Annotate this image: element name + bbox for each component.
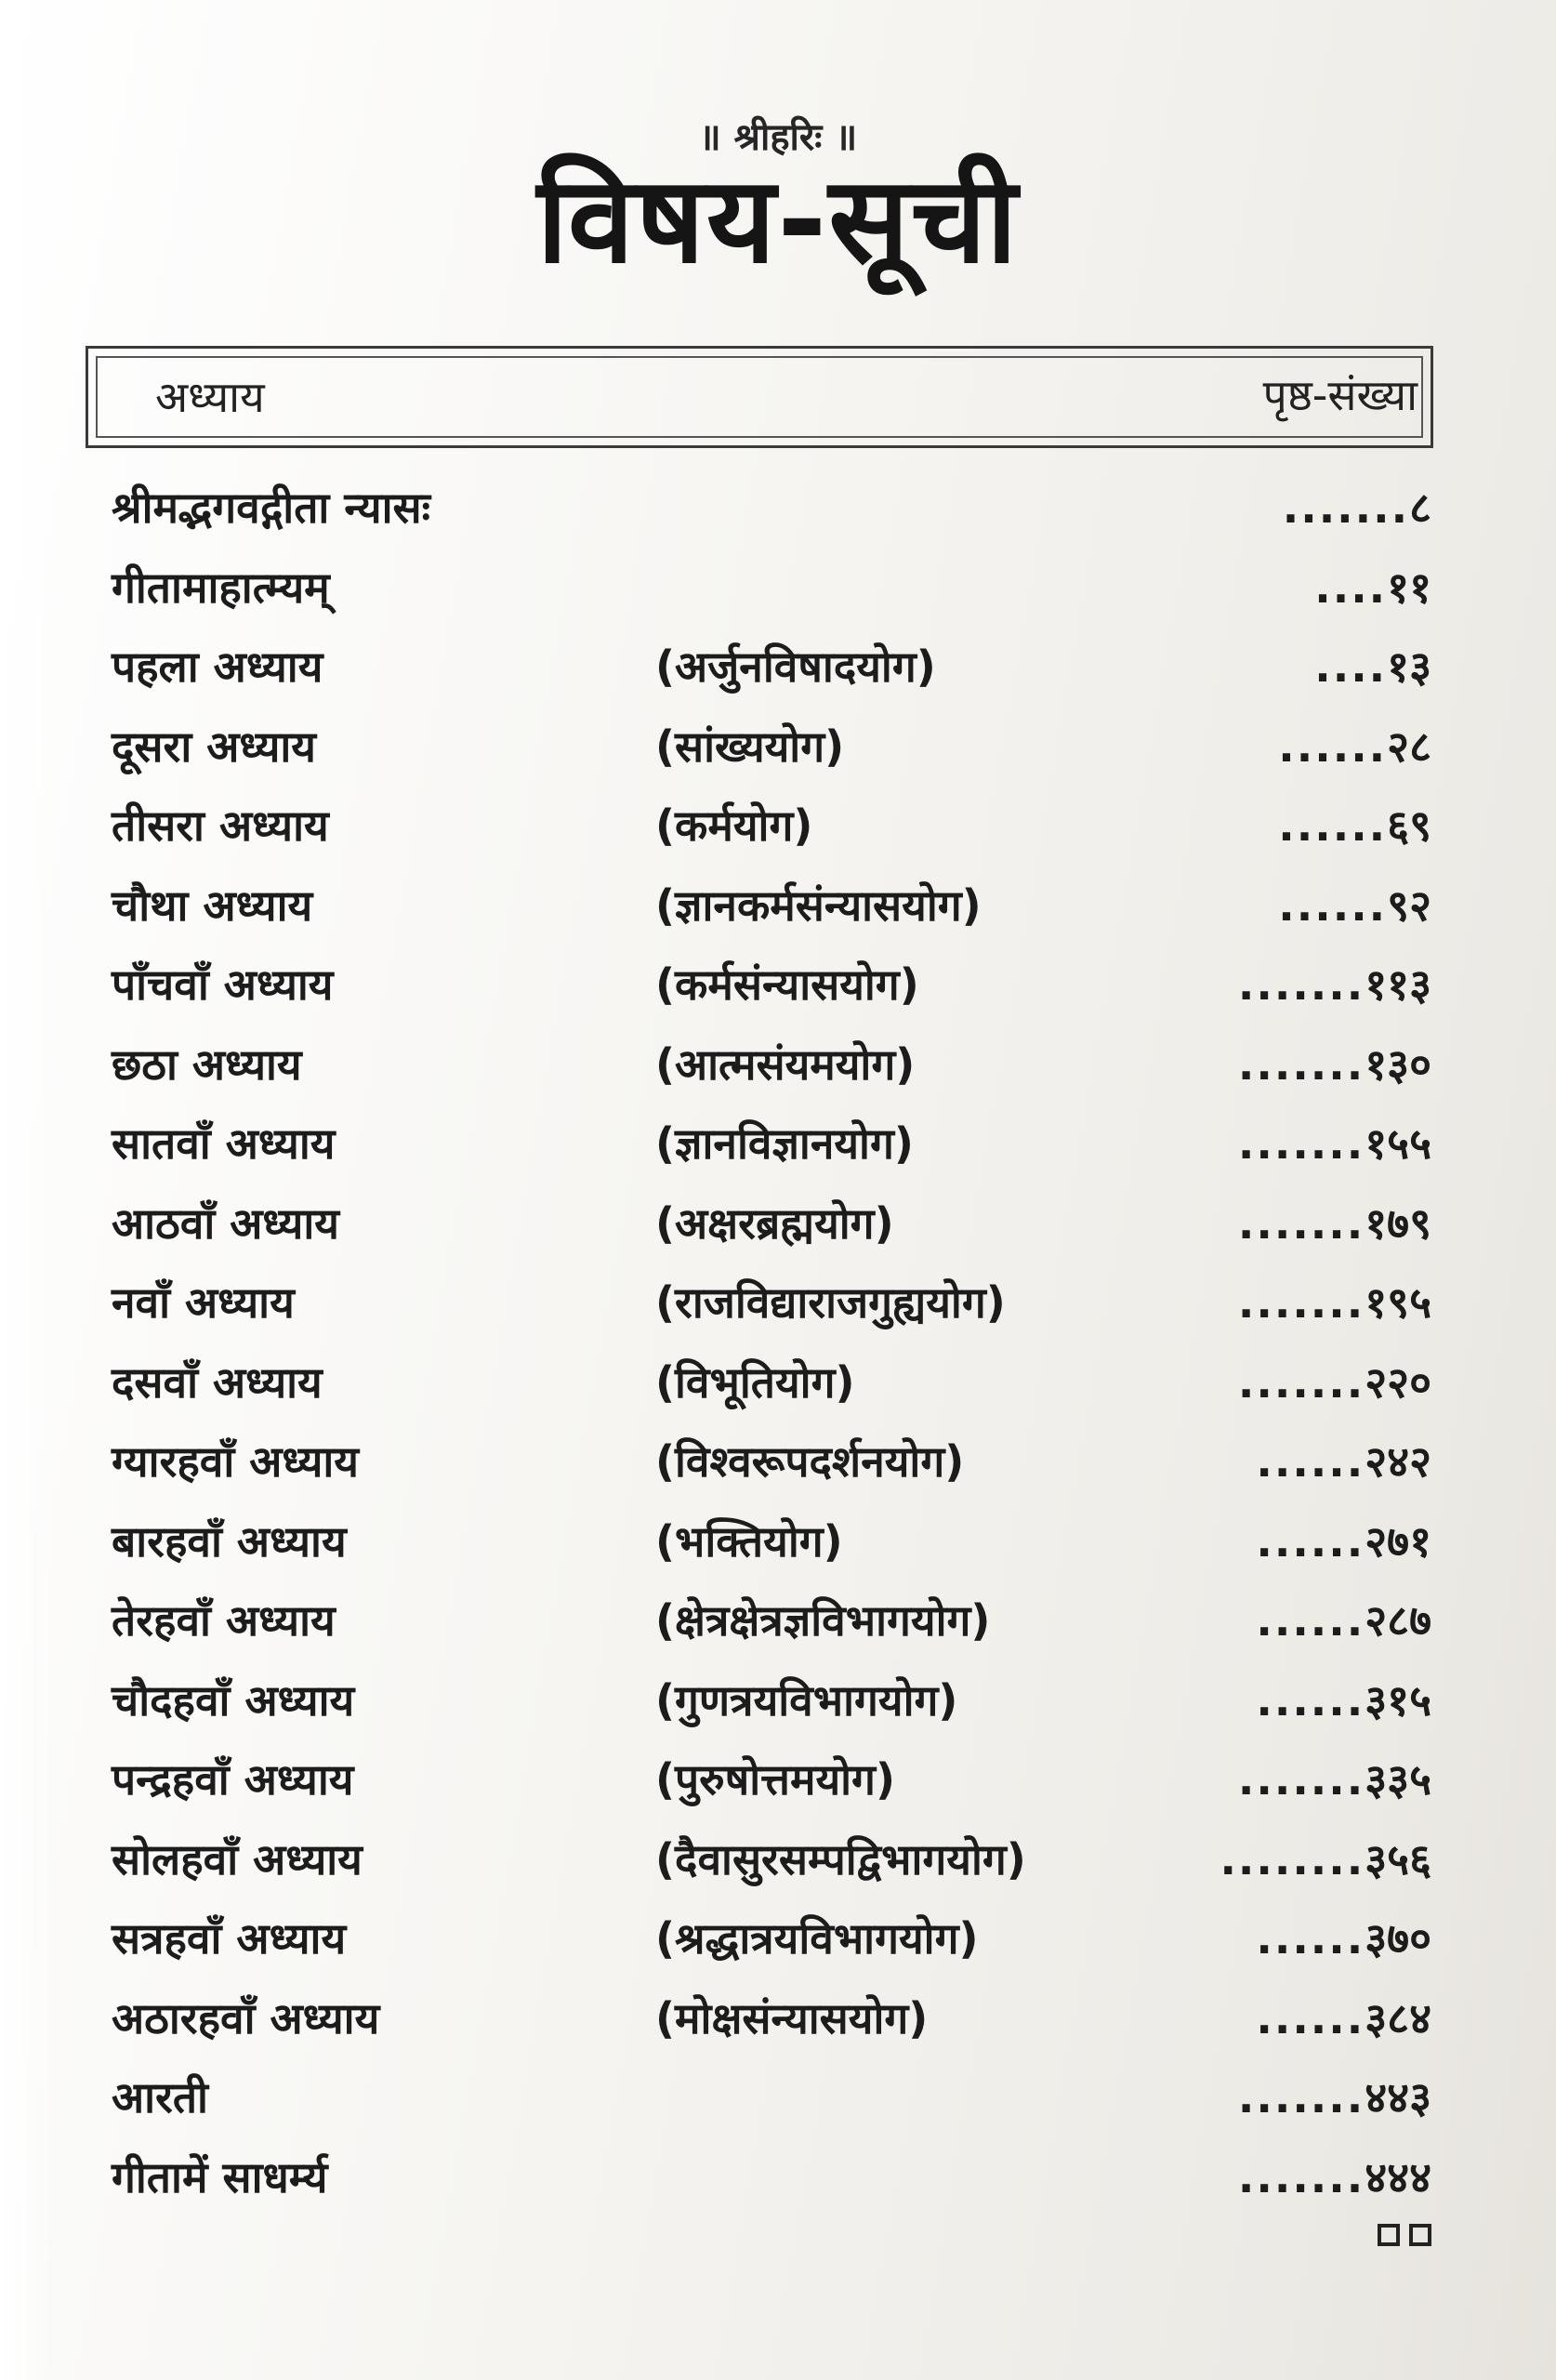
toc-entry-title: तेरहवाँ अध्याय xyxy=(112,1595,336,1646)
toc-entry-subtitle: (अक्षरब्रह्मयोग) xyxy=(655,1197,894,1249)
end-square-icon xyxy=(1409,2224,1431,2246)
toc-row xyxy=(112,1817,1431,1897)
toc-row xyxy=(112,1101,1431,1181)
page-number: २८७ xyxy=(1365,1595,1431,1646)
toc-row xyxy=(112,942,1431,1022)
page-number: १५५ xyxy=(1365,1118,1431,1169)
toc-row xyxy=(112,1658,1431,1738)
toc-entry-subtitle: (क्षेत्रक्षेत्रज्ञविभागयोग) xyxy=(655,1595,991,1646)
toc-row xyxy=(112,1737,1431,1817)
toc-entry-title: नवाँ अध्याय xyxy=(112,1277,295,1328)
toc-entry-subtitle: (ज्ञानकर्मसंन्यासयोग) xyxy=(655,879,982,931)
toc-entry-subtitle: (दैवासुरसम्पद्विभागयोग) xyxy=(655,1833,1026,1884)
toc-entry-subtitle: (कर्मयोग) xyxy=(655,800,813,851)
toc-row xyxy=(112,1419,1431,1499)
toc-row xyxy=(112,2055,1431,2135)
toc-entry-page xyxy=(1238,1194,1431,1251)
page-number: ६९ xyxy=(1387,800,1431,851)
toc-entry-title: पन्द्रहवाँ अध्याय xyxy=(112,1754,354,1805)
page-number: १७९ xyxy=(1365,1197,1431,1249)
toc-entry-subtitle: (कर्मसंन्यासयोग) xyxy=(655,959,919,1010)
toc-entry-subtitle: (अर्जुनविषादयोग) xyxy=(655,641,936,692)
page-number: २४२ xyxy=(1365,1436,1431,1487)
toc-entry-subtitle: (श्रद्धात्रयविभागयोग) xyxy=(655,1913,979,1964)
toc-entry-title: अठारहवाँ अध्याय xyxy=(112,1992,380,2043)
dot-leader: ...... xyxy=(1256,1436,1365,1487)
toc-row xyxy=(112,465,1431,545)
toc-entry-title: ग्यारहवाँ अध्याय xyxy=(112,1436,359,1487)
toc-row xyxy=(112,2135,1431,2215)
dot-leader: ...... xyxy=(1278,879,1388,931)
toc-entry-page xyxy=(1238,1750,1431,1807)
toc-entry-subtitle: (भक्तियोग) xyxy=(655,1515,843,1567)
dot-leader: ...... xyxy=(1256,1595,1365,1646)
toc-entry-page xyxy=(1238,955,1431,1012)
toc-entry-subtitle: (ज्ञानविज्ञानयोग) xyxy=(655,1118,914,1169)
page-number: १३० xyxy=(1365,1038,1431,1090)
toc-entry-title: सातवाँ अध्याय xyxy=(112,1118,336,1169)
toc-entry-title: पहला अध्याय xyxy=(112,641,323,692)
header-page-number-label: पृष्ठ-संख्या xyxy=(1262,370,1418,420)
toc-entry-title: गीतामाहात्म्यम् xyxy=(112,562,330,613)
toc-entry-subtitle: (आत्मसंयमयोग) xyxy=(655,1038,916,1090)
toc-entry-title: चौदहवाँ अध्याय xyxy=(112,1674,355,1726)
dot-leader: ....... xyxy=(1282,483,1410,533)
toc-row xyxy=(112,1260,1431,1340)
toc-header-inner-border xyxy=(96,356,1423,438)
page-number: ४४३ xyxy=(1365,2072,1431,2122)
toc-entry-subtitle: (राजविद्याराजगुह्ययोग) xyxy=(655,1277,1006,1328)
page-number: ८ xyxy=(1409,483,1431,533)
dot-leader: ....... xyxy=(1237,1356,1365,1408)
page-number: १३ xyxy=(1387,641,1431,692)
page-edge-shade xyxy=(0,0,56,2380)
dot-leader: .... xyxy=(1314,641,1388,692)
invocation-line: ॥ श्रीहरिः ॥ xyxy=(698,116,858,159)
page-number: २८ xyxy=(1387,721,1431,772)
toc-row xyxy=(112,1499,1431,1579)
page-number: ४४४ xyxy=(1365,2151,1431,2202)
dot-leader: ...... xyxy=(1256,1992,1365,2043)
toc-row xyxy=(112,624,1431,704)
toc-entry-title: छठा अध्याय xyxy=(112,1038,302,1090)
dot-leader: ....... xyxy=(1237,959,1365,1010)
toc-entry-title: आठवाँ अध्याय xyxy=(112,1197,339,1249)
page-number: ३३५ xyxy=(1365,1754,1431,1805)
toc-entry-title: आरती xyxy=(112,2072,208,2122)
toc-row xyxy=(112,545,1431,625)
toc-entry-page xyxy=(1256,1591,1431,1648)
toc-row xyxy=(112,1022,1431,1102)
toc-entry-page xyxy=(1256,1432,1431,1489)
page-number: २२० xyxy=(1365,1356,1431,1408)
toc-entry-subtitle: (मोक्षसंन्यासयोग) xyxy=(655,1992,929,2043)
toc-entry-page xyxy=(1314,637,1431,694)
toc-entry-page xyxy=(1238,1035,1431,1092)
dot-leader: ...... xyxy=(1278,800,1388,851)
toc-entry-subtitle: (पुरुषोत्तमयोग) xyxy=(655,1754,895,1805)
toc-entry-page xyxy=(1238,1353,1431,1410)
toc-row xyxy=(112,1976,1431,2056)
dot-leader: ....... xyxy=(1237,2072,1365,2122)
dot-leader: .... xyxy=(1314,562,1388,613)
page-number: १९५ xyxy=(1365,1277,1431,1328)
end-marks xyxy=(1378,2224,1431,2246)
toc-entry-page xyxy=(1278,876,1431,933)
toc-entry-title: दूसरा अध्याय xyxy=(112,721,316,772)
dot-leader: ....... xyxy=(1237,1197,1365,1249)
toc-entry-title: सत्रहवाँ अध्याय xyxy=(112,1913,347,1964)
toc-entry-page xyxy=(1220,1830,1431,1887)
table-of-contents xyxy=(112,465,1431,2214)
toc-entry-title: गीतामें साधर्म्य xyxy=(112,2151,328,2202)
page-title: विषय-सूची xyxy=(536,152,1020,290)
toc-entry-title: सोलहवाँ अध्याय xyxy=(112,1833,363,1884)
toc-entry-subtitle: (विभूतियोग) xyxy=(655,1356,855,1408)
toc-row xyxy=(112,863,1431,943)
toc-row xyxy=(112,1181,1431,1261)
toc-entry-title: श्रीमद्भगवद्गीता न्यासः xyxy=(112,483,430,533)
toc-entry-page xyxy=(1238,1114,1431,1171)
page-number: ३५६ xyxy=(1365,1833,1431,1884)
toc-entry-page xyxy=(1238,2148,1431,2205)
toc-row xyxy=(112,1896,1431,1976)
toc-entry-title: पाँचवाँ अध्याय xyxy=(112,959,334,1010)
toc-entry-subtitle: (सांख्ययोग) xyxy=(655,721,845,772)
toc-entry-subtitle: (विश्वरूपदर्शनयोग) xyxy=(655,1436,965,1487)
toc-entry-page xyxy=(1256,1909,1431,1966)
dot-leader: ........ xyxy=(1220,1833,1365,1884)
toc-entry-page xyxy=(1238,1273,1431,1330)
toc-row xyxy=(112,1340,1431,1420)
toc-entry-title: बारहवाँ अध्याय xyxy=(112,1515,347,1567)
toc-entry-subtitle: (गुणत्रयविभागयोग) xyxy=(655,1674,958,1726)
page-number: ११ xyxy=(1387,562,1431,613)
dot-leader: ...... xyxy=(1256,1515,1365,1567)
dot-leader: ....... xyxy=(1237,2151,1365,2202)
toc-entry-page xyxy=(1256,1671,1431,1728)
page-number: ९२ xyxy=(1387,879,1431,931)
toc-row xyxy=(112,704,1431,784)
page-number: ११३ xyxy=(1365,959,1431,1010)
dot-leader: ....... xyxy=(1237,1038,1365,1090)
dot-leader: ...... xyxy=(1256,1674,1365,1726)
toc-header-box xyxy=(86,346,1433,448)
page-number: ३८४ xyxy=(1365,1992,1431,2043)
toc-entry-page xyxy=(1256,1512,1431,1569)
page-number: २७१ xyxy=(1365,1515,1431,1567)
dot-leader: ...... xyxy=(1256,1913,1365,1964)
toc-entry-title: दसवाँ अध्याय xyxy=(112,1356,323,1408)
toc-row xyxy=(112,783,1431,863)
toc-entry-page xyxy=(1256,1989,1431,2046)
toc-row xyxy=(112,1578,1431,1658)
toc-entry-page xyxy=(1238,2068,1431,2125)
dot-leader: ...... xyxy=(1278,721,1388,772)
page-number: ३७० xyxy=(1365,1913,1431,1964)
page-number: ३१५ xyxy=(1365,1674,1431,1726)
toc-entry-title: तीसरा अध्याय xyxy=(112,800,329,851)
dot-leader: ....... xyxy=(1237,1754,1365,1805)
toc-entry-page xyxy=(1283,478,1431,536)
toc-entry-title: चौथा अध्याय xyxy=(112,879,313,931)
toc-entry-page xyxy=(1314,558,1431,615)
dot-leader: ....... xyxy=(1237,1277,1365,1328)
toc-entry-page xyxy=(1278,717,1431,774)
header-chapter-label: अध्याय xyxy=(155,372,265,422)
toc-entry-page xyxy=(1278,796,1431,853)
end-square-icon xyxy=(1378,2224,1400,2246)
dot-leader: ....... xyxy=(1237,1118,1365,1169)
